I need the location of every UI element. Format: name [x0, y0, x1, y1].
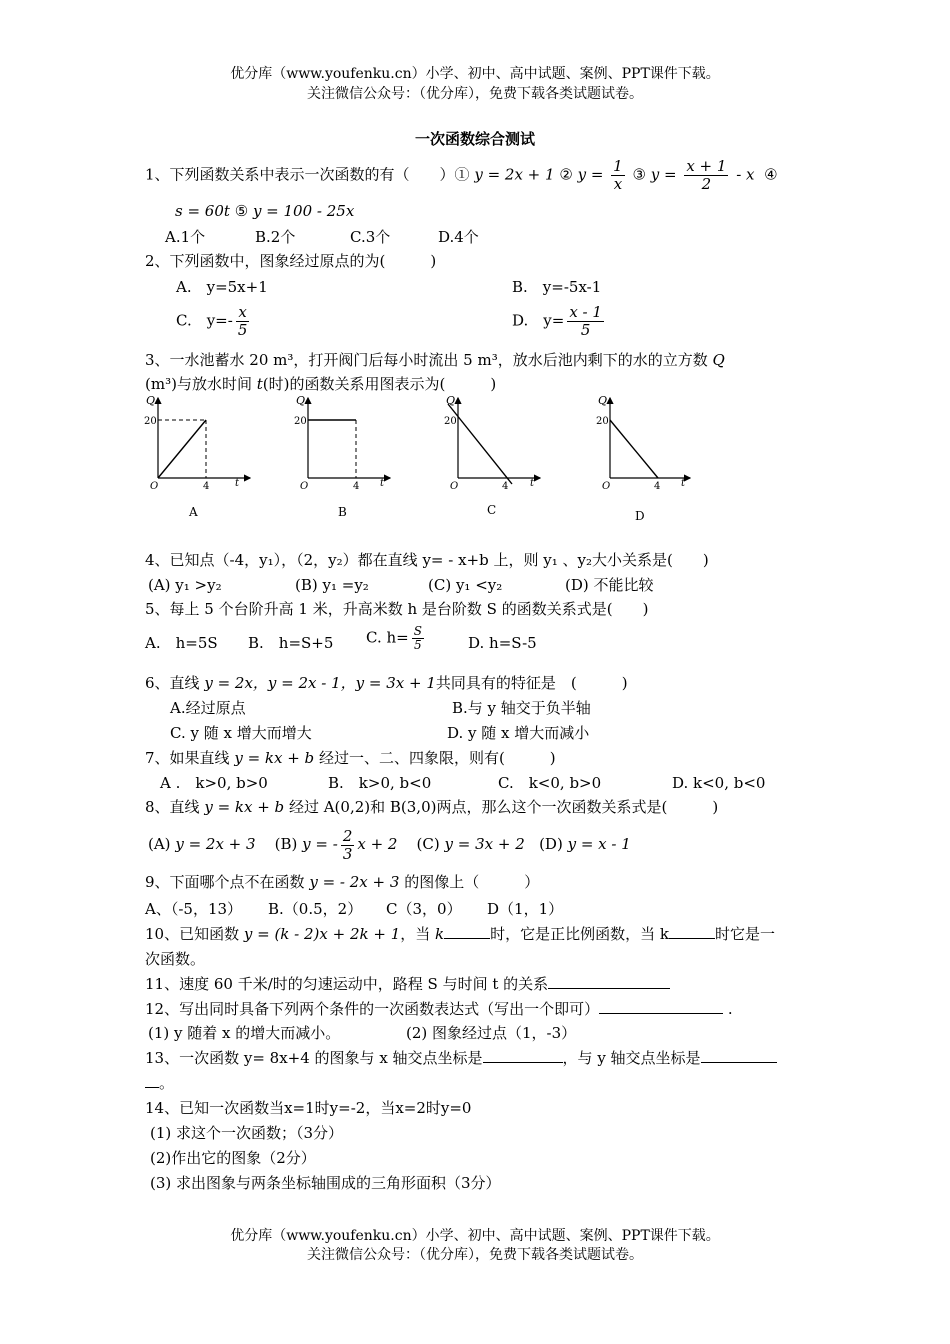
q5-option-a: A. h=5S	[145, 634, 218, 652]
q7-stem-pre: 7、如果直线	[145, 749, 230, 767]
q8-a-math: y = 2x + 3	[175, 835, 256, 853]
q2-option-d	[512, 304, 607, 339]
q13-line-2	[145, 1073, 174, 1093]
q4-option-a: (A) y₁ >y₂	[148, 576, 222, 594]
q7-option-c: C. k<0, b>0	[498, 774, 602, 792]
q12-condition-1: (1) y 随着 x 的增大而减小。	[148, 1024, 341, 1042]
q4-option-c: (C) y₁ <y₂	[428, 576, 503, 594]
graph-d-t-label: t	[681, 478, 686, 489]
q10-answer-blank-2[interactable]	[669, 924, 715, 939]
q9-option-c: C（3，0）	[386, 900, 462, 918]
q3-line2-post: (时)的函数关系用图表示为( )	[262, 375, 497, 393]
graph-a-line	[158, 420, 206, 478]
graph-b-caption: B	[338, 505, 347, 519]
q8-b-numerator: 2	[342, 826, 353, 845]
graph-d-q-label: Q	[598, 394, 608, 407]
q9-option-d: D（1，1）	[487, 900, 564, 918]
q5-c-label: C. h=	[366, 628, 409, 647]
footer-line-2: 关注微信公众号：（优分库），免费下载各类试题试卷。	[307, 1247, 643, 1263]
footer-line-1: 优分库（www.youfenku.cn）小学、初中、高中试题、案例、PPT课件下载。	[230, 1228, 720, 1244]
graph-c-x-tick: 4	[502, 481, 509, 492]
q10-mid2: 时，它是正比例函数，当 k	[490, 925, 669, 943]
q8-b-denominator: 3	[342, 844, 353, 863]
q1-formula-2-fraction	[611, 158, 625, 193]
graph-d	[596, 394, 690, 523]
question-3-line-2	[145, 374, 496, 394]
page-title: 一次函数综合测试	[414, 130, 535, 148]
graph-d-origin: O	[602, 481, 611, 492]
q13-end: 。	[159, 1074, 175, 1092]
q13-answer-blank-2-cont[interactable]	[145, 1073, 159, 1088]
q2-c-numerator: x	[236, 304, 250, 322]
graph-d-y-tick: 20	[596, 416, 609, 427]
q1-stem: 1、下列函数关系中表示一次函数的有（ ）①	[145, 165, 470, 184]
q1-f2-denominator: x	[613, 175, 623, 193]
q6-option-d: D. y 随 x 增大而减小	[447, 724, 590, 742]
q1-option-b: B.2个	[255, 228, 296, 246]
q1-circle-4: ④	[764, 165, 778, 184]
q3-var-q: Q	[712, 351, 725, 369]
question-5-stem: 5、每上 5 个台阶升高 1 米，升高米数 h 是台阶数 S 的函数关系式是( )	[145, 600, 649, 618]
q10-line-2: 次函数。	[145, 950, 206, 968]
q10-mid1: ，当	[400, 925, 431, 943]
q12-condition-2: (2) 图象经过点（1，-3）	[406, 1024, 577, 1042]
q1-formula-2-lhs: y =	[577, 165, 604, 184]
q5-c-denominator: 5	[414, 638, 422, 652]
q2-c-denominator: 5	[237, 321, 248, 339]
q7-option-a: A . k>0, b>0	[160, 774, 268, 792]
q13-mid: ，与 y 轴交点坐标是	[562, 1049, 701, 1067]
q7-stem-math: y = kx + b	[234, 749, 315, 767]
q1-circle-2: ②	[559, 165, 573, 184]
q1-formula-3-fraction	[684, 158, 728, 193]
q5-option-c	[366, 625, 427, 652]
q9-option-b: B.（0.5，2）	[268, 900, 363, 918]
q6-stem-math: y = 2x，y = 2x - 1，y = 3x + 1	[204, 674, 436, 692]
graph-c-y-tick: 20	[444, 416, 457, 427]
q11-stem: 11、速度 60 千米/时的匀速运动中，路程 S 与时间 t 的关系	[145, 975, 549, 993]
q12-answer-blank[interactable]	[599, 999, 723, 1014]
q6-stem-pre: 6、直线	[145, 674, 200, 692]
graph-d-line	[610, 420, 658, 478]
graph-c-caption: C	[487, 503, 497, 517]
q5-option-b: B. h=S+5	[248, 634, 334, 652]
q2-c-label: C. y=-	[176, 311, 233, 330]
question-3-line-1	[145, 350, 725, 370]
question-12	[145, 999, 733, 1019]
graph-b	[294, 394, 390, 519]
header-line-1: 优分库（www.youfenku.cn）小学、初中、高中试题、案例、PPT课件下载。	[230, 66, 720, 82]
q9-stem-post: 的图像上（ ）	[404, 873, 540, 891]
q3-line1-text: 3、一水池蓄水 20 m³，打开阀门后每小时流出 5 m³，放水后池内剩下的水的立方数	[145, 351, 708, 369]
q4-option-d: (D) 不能比较	[565, 576, 654, 594]
graph-b-y-tick: 20	[294, 416, 307, 427]
graph-a-origin: O	[150, 481, 159, 492]
q9-stem-pre: 9、下面哪个点不在函数	[145, 873, 305, 891]
q2-option-b: B. y=-5x-1	[512, 278, 602, 296]
q8-b-pre: y = -	[302, 835, 338, 853]
q8-c-label: (C)	[416, 835, 440, 853]
q1-f3-numerator: x + 1	[686, 157, 727, 175]
graph-b-t-label: t	[380, 478, 385, 489]
q10-post: 时它是一	[715, 925, 776, 943]
q7-option-d: D. k<0, b<0	[672, 774, 766, 792]
question-13	[145, 1048, 777, 1068]
q5-option-d: D. h=S-5	[468, 634, 537, 652]
graph-a	[144, 394, 250, 519]
q1-circle-3: ③	[632, 165, 646, 184]
question-9-stem	[145, 872, 539, 892]
q4-option-b: (B) y₁ =y₂	[295, 576, 369, 594]
q1-formula-5: y = 100 - 25x	[252, 202, 355, 220]
q8-c-math: y = 3x + 2	[444, 835, 525, 853]
q6-option-c: C. y 随 x 增大而增大	[170, 724, 312, 742]
q1-formula-3-rest: - x	[736, 165, 755, 184]
q6-stem-post: 共同具有的特征是 ( )	[435, 674, 628, 692]
q1-option-d: D.4个	[438, 228, 479, 246]
graph-b-q-label: Q	[296, 394, 306, 407]
graph-b-x-tick: 4	[353, 481, 360, 492]
graph-c-t-label: t	[530, 478, 535, 489]
q8-stem-pre: 8、直线	[145, 798, 200, 816]
q9-option-a: A、（-5，13）	[145, 900, 243, 918]
q2-option-c	[176, 304, 252, 339]
q6-option-b: B.与 y 轴交于负半轴	[452, 699, 591, 717]
q3-var-t: t	[256, 375, 263, 393]
graph-a-caption: A	[189, 505, 198, 519]
q2-option-a: A. y=5x+1	[176, 278, 268, 296]
question-2-stem: 2、下列函数中，图象经过原点的为( )	[145, 252, 437, 270]
question-8-stem	[145, 797, 718, 817]
graph-d-x-tick: 4	[654, 481, 661, 492]
q5-c-numerator: S	[413, 624, 422, 638]
header-line-2: 关注微信公众号：（优分库），免费下载各类试题试卷。	[307, 86, 643, 102]
question-14-stem: 14、已知一次函数当x=1时y=-2，当x=2时y=0	[145, 1099, 472, 1117]
q14-part-2: (2)作出它的图象（2分）	[150, 1149, 316, 1167]
q1-option-c: C.3个	[350, 228, 391, 246]
q2-d-numerator: x - 1	[569, 303, 602, 321]
question-11	[145, 974, 670, 994]
q1-formula-1: y = 2x + 1	[474, 165, 555, 184]
q14-part-1: (1) 求这个一次函数；（3分）	[150, 1124, 344, 1142]
q5-c-fraction	[412, 625, 424, 652]
graph-d-caption: D	[635, 509, 645, 523]
question-7-stem	[145, 748, 556, 768]
q10-answer-blank-1[interactable]	[444, 924, 490, 939]
graph-b-origin: O	[300, 481, 309, 492]
q9-stem-math: y = - 2x + 3	[309, 873, 400, 891]
q3-graphs	[140, 392, 700, 528]
q2-c-fraction	[236, 304, 250, 339]
q13-pre: 13、一次函数 y= 8x+4 的图象与 x 轴交点坐标是	[145, 1049, 483, 1067]
q8-d-label: (D)	[539, 835, 563, 853]
graph-c-q-label: Q	[446, 394, 456, 407]
graph-c	[444, 394, 540, 517]
q8-options	[148, 826, 631, 863]
q7-option-b: B. k>0, b<0	[328, 774, 432, 792]
q2-d-denominator: 5	[580, 321, 591, 339]
q13-answer-blank-1[interactable]	[483, 1048, 563, 1063]
question-6-stem	[145, 673, 628, 693]
q1-formula-3-lhs: y =	[650, 165, 677, 184]
q10-pre: 10、已知函数	[145, 925, 240, 943]
q11-answer-blank[interactable]	[548, 974, 670, 989]
q8-a-label: (A)	[148, 835, 171, 853]
q1-option-a: A.1个	[165, 228, 206, 246]
q1-circle-5: ⑤	[234, 202, 249, 220]
q3-line2-pre: (m³)与放水时间	[145, 375, 252, 393]
q2-d-label: D. y=	[512, 311, 565, 330]
graph-a-y-tick: 20	[144, 416, 157, 427]
q10-var-k: k	[435, 925, 445, 943]
q8-d-math: y = x - 1	[567, 835, 631, 853]
q8-stem-post: 经过 A(0,2)和 B(3,0)两点，那么这个一次函数关系式是( )	[288, 798, 719, 816]
question-4-stem: 4、已知点（-4，y₁），（2，y₂）都在直线 y= - x+b 上，则 y₁ 、y₂大小关系是( )	[145, 551, 709, 569]
q13-answer-blank-2[interactable]	[701, 1048, 777, 1063]
q8-b-label: (B)	[274, 835, 298, 853]
q2-d-fraction	[567, 304, 604, 339]
graph-a-x-tick: 4	[203, 481, 210, 492]
question-10	[145, 924, 775, 944]
graph-a-t-label: t	[235, 478, 240, 489]
q6-option-a: A.经过原点	[170, 699, 246, 717]
q1-f3-denominator: 2	[701, 175, 712, 193]
q14-part-3: (3) 求出图象与两条坐标轴围成的三角形面积（3分）	[150, 1174, 501, 1192]
graph-c-origin: O	[450, 481, 459, 492]
q8-stem-math: y = kx + b	[204, 798, 285, 816]
q1-formula-4: s = 60t	[175, 202, 230, 220]
q8-b-post: x + 2	[357, 835, 398, 853]
q1-line-2	[175, 201, 354, 221]
q12-stem: 12、写出同时具备下列两个条件的一次函数表达式（写出一个即可）	[145, 1000, 600, 1018]
graph-a-q-label: Q	[146, 394, 156, 407]
q1-f2-numerator: 1	[613, 157, 623, 175]
q7-stem-post: 经过一、二、四象限，则有( )	[318, 749, 556, 767]
q10-math: y = (k - 2)x + 2k + 1	[243, 925, 401, 943]
question-1	[145, 158, 778, 193]
q12-end: .	[727, 1000, 733, 1018]
q8-b-fraction	[341, 828, 355, 863]
